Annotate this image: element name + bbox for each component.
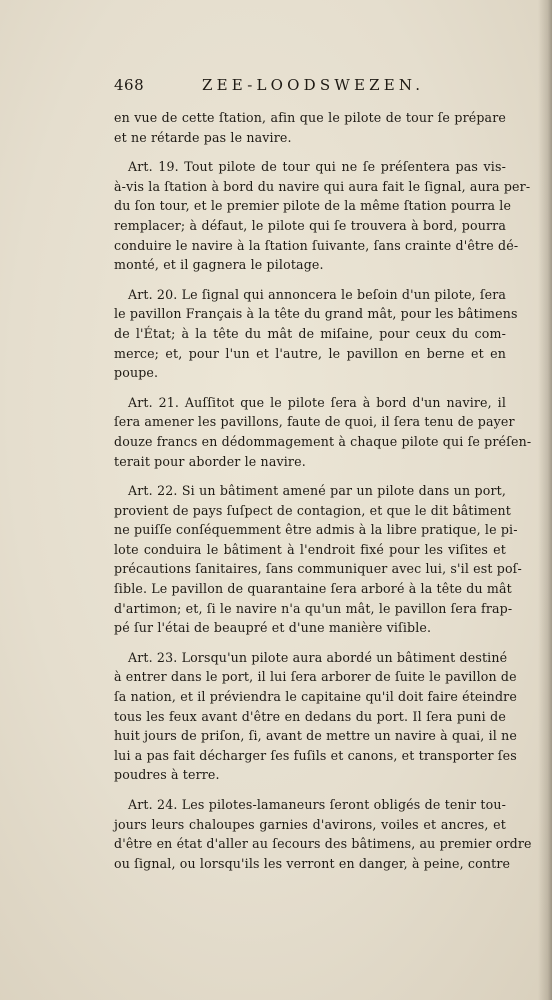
- article-paragraph: [114, 108, 506, 147]
- text-line: Art. 23. Lorsqu'un pilote aura abordé un bâtiment destiné: [128, 649, 508, 665]
- page-edge-shadow: [538, 0, 552, 1000]
- text-line: remplacer; à défaut, le pilote qui ſe trouvera à bord, pourra: [114, 217, 506, 233]
- text-line: terait pour aborder le navire.: [114, 453, 306, 469]
- text-line: Art. 21. Auſſitot que le pilote ſera à bord d'un navire, il: [128, 394, 506, 410]
- text-line: en vue de cette ſtation, afin que le pilote de tour ſe prépare: [114, 110, 506, 125]
- article-paragraph: [114, 481, 522, 638]
- text-line: lui a pas fait décharger ſes fuſils et canons, et transporter ſes: [114, 747, 517, 763]
- text-line: à-vis la ſtation à bord du navire qui aura fait le ſignal, aura per-: [114, 178, 531, 194]
- text-line: ſera amener les pavillons, faute de quoi, il ſera tenu de payer: [114, 414, 515, 430]
- article-paragraph: [114, 157, 531, 275]
- text-line: poupe.: [114, 365, 159, 381]
- text-line: le pavillon Français à la tête du grand mât, pour les bâtimens: [114, 306, 518, 322]
- text-line: provient de pays ſuſpect de contagion, et que le dit bâtiment: [114, 502, 511, 518]
- text-line: monté, et il gagnera le pilotage.: [114, 257, 324, 273]
- article-paragraph: [114, 393, 532, 471]
- text-line: d'artimon; et, ſi le navire n'a qu'un mât, le pavillon ſera frap-: [114, 600, 513, 616]
- body-text: [114, 108, 532, 883]
- text-line: de l'État; à la tête du mât de miſaine, pour ceux du com-: [114, 325, 506, 341]
- text-line: du ſon tour, et le premier pilote de la même ſtation pourra le: [114, 198, 512, 214]
- article-paragraph: [114, 795, 532, 873]
- text-line: précautions ſanitaires, ſans communiquer avec lui, s'il est poſ-: [114, 561, 522, 577]
- text-line: ſible. Le pavillon de quarantaine ſera arboré à la tête du mât: [114, 581, 512, 597]
- text-line: ou ſignal, ou lorsqu'ils les verront en danger, à peine, contre: [114, 855, 511, 871]
- text-line: Art. 20. Le ſignal qui annoncera le beſoin d'un pilote, ſera: [128, 286, 507, 302]
- page-number: 468: [114, 76, 145, 94]
- text-line: lote conduira le bâtiment à l'endroit fixé pour les viſites et: [114, 541, 506, 557]
- text-line: Art. 22. Si un bâtiment amené par un pilote dans un port,: [128, 483, 506, 499]
- text-line: Art. 19. Tout pilote de tour qui ne ſe préſentera pas vis-: [128, 159, 506, 175]
- text-line: à entrer dans le port, il lui ſera arborer de ſuite le pavillon de: [114, 669, 517, 685]
- text-line: Art. 24. Les pilotes-lamaneurs ſeront obligés de tenir tou-: [128, 797, 506, 812]
- article-paragraph: [114, 285, 518, 383]
- text-line: conduire le navire à la ſtation ſuivante, ſans crainte d'être dé-: [114, 237, 519, 253]
- text-line: ne puiſſe conſéquemment être admis à la libre pratique, le pi-: [114, 522, 518, 538]
- text-line: pé ſur l'étai de beaupré et d'une manière viſible.: [114, 620, 432, 636]
- text-line: merce; et, pour l'un et l'autre, le pavillon en berne et en: [114, 345, 506, 361]
- text-line: tous les feux avant d'être en dedans du port. Il ſera puni de: [114, 708, 506, 724]
- text-line: douze francs en dédommagement à chaque pilote qui ſe préſen-: [114, 433, 532, 449]
- text-line: d'être en état d'aller au ſecours des bâtimens, au premier ordre: [114, 836, 532, 852]
- article-paragraph: [114, 648, 517, 785]
- text-line: ſa nation, et il préviendra le capitaine qu'il doit faire éteindre: [114, 689, 517, 705]
- text-line: jours leurs chaloupes garnies d'avirons, voiles et ancres, et: [114, 816, 506, 832]
- running-title: ZEE-LOODSWEZEN.: [202, 76, 425, 94]
- text-line: et ne rétarde pas le navire.: [114, 129, 292, 145]
- page-header: [114, 76, 510, 98]
- text-line: poudres à terre.: [114, 767, 220, 783]
- text-line: huit jours de priſon, ſi, avant de mettre un navire à quai, il ne: [114, 728, 517, 744]
